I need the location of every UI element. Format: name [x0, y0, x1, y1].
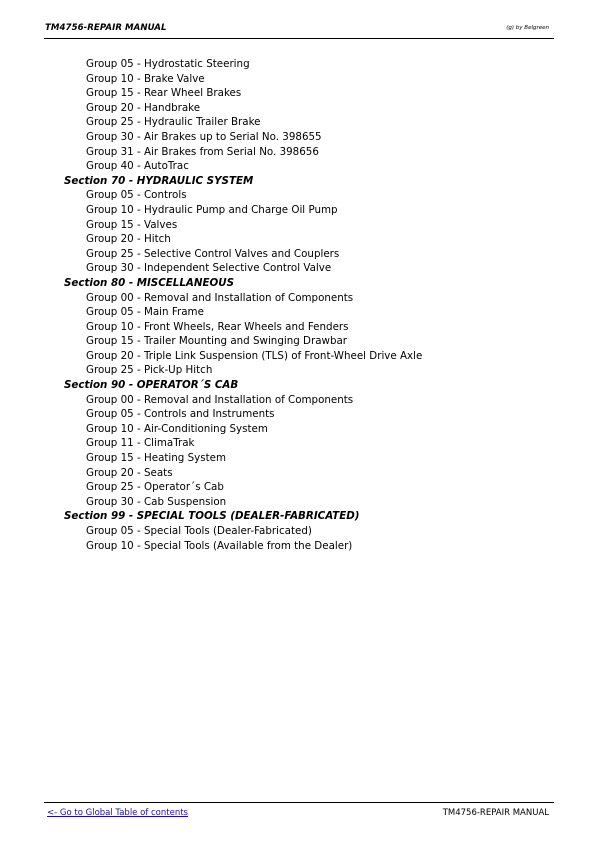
toc-group-item[interactable]: Group 15 - Heating System [86, 452, 227, 465]
toc-group-item[interactable]: Group 25 - Hydraulic Trailer Brake [86, 116, 261, 129]
toc-group-item[interactable]: Group 25 - Pick-Up Hitch [86, 364, 213, 377]
page-header [44, 22, 554, 39]
toc-group-item[interactable]: Group 05 - Main Frame [86, 306, 204, 319]
toc-group-item[interactable]: Group 11 - ClimaTrak [86, 437, 195, 450]
toc-group-item[interactable]: Group 15 - Valves [86, 218, 178, 231]
toc-group-item[interactable]: Group 40 - AutoTrac [86, 160, 189, 173]
toc-group-item[interactable]: Group 05 - Controls [86, 189, 187, 202]
toc-section-heading: Section 80 - MISCELLANEOUS [64, 276, 235, 289]
toc-group-item[interactable]: Group 00 - Removal and Installation of Components [86, 393, 354, 406]
toc-group-item[interactable]: Group 05 - Controls and Instruments [86, 408, 275, 421]
toc-group-item[interactable]: Group 15 - Rear Wheel Brakes [86, 87, 242, 100]
toc-group-item[interactable]: Group 10 - Special Tools (Available from the Dealer) [86, 539, 353, 552]
toc-group-item[interactable]: Group 25 - Operator´s Cab [86, 481, 224, 494]
toc-group-item[interactable]: Group 10 - Air-Conditioning System [86, 422, 268, 435]
toc-group-item[interactable]: Group 10 - Front Wheels, Rear Wheels and Fenders [86, 320, 349, 333]
toc-group-item[interactable]: Group 30 - Air Brakes up to Serial No. 398655 [86, 130, 322, 143]
toc-group-item[interactable]: Group 31 - Air Brakes from Serial No. 398656 [86, 145, 319, 158]
toc-section-heading: Section 99 - SPECIAL TOOLS (DEALER-FABRICATED) [64, 510, 360, 523]
page-footer [44, 802, 554, 823]
toc-group-item[interactable]: Group 10 - Brake Valve [86, 72, 205, 85]
footer-title: TM4756-REPAIR MANUAL [442, 808, 549, 818]
table-of-contents [0, 57, 596, 553]
toc-group-item[interactable]: Group 15 - Trailer Mounting and Swinging Drawbar [86, 335, 348, 348]
toc-group-item[interactable]: Group 25 - Selective Control Valves and Couplers [86, 247, 340, 260]
toc-group-item[interactable]: Group 05 - Hydrostatic Steering [86, 58, 250, 70]
toc-group-item[interactable]: Group 10 - Hydraulic Pump and Charge Oil Pump [86, 203, 338, 216]
toc-group-item[interactable]: Group 20 - Seats [86, 466, 173, 479]
toc-group-item[interactable]: Group 05 - Special Tools (Dealer-Fabricated) [86, 525, 312, 537]
header-title: TM4756-REPAIR MANUAL [45, 23, 167, 33]
toc-section-heading: Section 90 - OPERATOR´S CAB [64, 379, 239, 392]
toc-group-item[interactable]: Group 20 - Handbrake [86, 101, 201, 114]
toc-group-item[interactable]: Group 30 - Cab Suspension [86, 495, 227, 508]
toc-group-item[interactable]: Group 00 - Removal and Installation of Components [86, 291, 354, 304]
toc-group-item[interactable]: Group 30 - Independent Selective Control Valve [86, 262, 332, 275]
toc-group-item[interactable]: Group 20 - Triple Link Suspension (TLS) of Front-Wheel Drive Axle [86, 349, 423, 362]
toc-group-item[interactable]: Group 20 - Hitch [86, 233, 171, 246]
toc-section-heading: Section 70 - HYDRAULIC SYSTEM [64, 174, 254, 187]
global-toc-link[interactable]: <- Go to Global Table of contents [47, 808, 188, 818]
header-credit: (g) by Belgreen [506, 25, 549, 31]
